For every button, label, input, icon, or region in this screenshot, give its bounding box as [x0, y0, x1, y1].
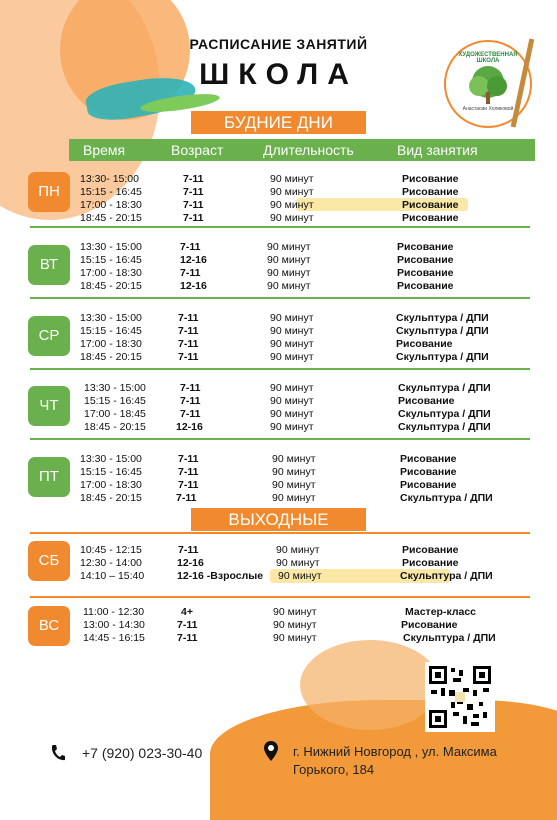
duration: 90 минут — [270, 338, 314, 350]
time: 18:45 - 20:15 — [80, 492, 142, 504]
lesson-type: Рисование — [397, 241, 454, 253]
lesson-type: Скульптура / ДПИ — [396, 351, 489, 363]
duration: 90 минут — [273, 606, 317, 618]
divider — [30, 532, 530, 534]
age: 7-11 — [180, 395, 201, 407]
time: 17:00 - 18:30 — [80, 199, 142, 211]
col-duration: Длительность — [263, 142, 354, 158]
address-line1: г. Нижний Новгород , ул. Максима — [293, 744, 497, 759]
lesson-type: Рисование — [397, 267, 454, 279]
duration: 90 минут — [270, 351, 314, 363]
divider — [30, 368, 530, 370]
duration: 90 минут — [270, 173, 314, 185]
age: 12-16 — [180, 280, 207, 292]
time: 17:00 - 18:30 — [80, 267, 142, 279]
lesson-type: Рисование — [397, 280, 454, 292]
age: 7-11 — [180, 241, 201, 253]
age: 12-16 — [177, 557, 204, 569]
lesson-type: Скульптура / ДПИ — [400, 492, 493, 504]
time: 17:00 - 18:30 — [80, 338, 142, 350]
weekdays-banner: БУДНИЕ ДНИ — [191, 111, 366, 134]
age: 7-11 — [180, 408, 201, 420]
time: 14:10 – 15:40 — [80, 570, 145, 582]
lesson-type: Рисование — [402, 544, 459, 556]
time: 11:00 - 12:30 — [83, 606, 145, 618]
lesson-type: Рисование — [402, 212, 459, 224]
lesson-type: Рисование — [400, 466, 457, 478]
age: 7-11 — [183, 173, 204, 185]
time: 18:45 - 20:15 — [80, 212, 142, 224]
duration: 90 минут — [273, 632, 317, 644]
time: 10:45 - 12:15 — [80, 544, 142, 556]
duration: 90 минут — [270, 395, 314, 407]
divider — [30, 297, 530, 299]
duration: 90 минут — [270, 408, 314, 420]
age: 7-11 — [177, 632, 198, 644]
lesson-type: Рисование — [396, 338, 453, 350]
day-badge-sun: ВС — [28, 606, 70, 646]
age: 4+ — [181, 606, 193, 618]
time: 17:00 - 18:45 — [84, 408, 146, 420]
age: 7-11 — [180, 382, 201, 394]
column-header-bar — [69, 139, 535, 161]
lesson-type: Скульптура / ДПИ — [398, 408, 491, 420]
qr-code — [425, 662, 495, 732]
address-line2: Горького, 184 — [293, 762, 375, 777]
time: 18:45 - 20:15 — [84, 421, 146, 433]
age: 12-16 — [180, 254, 207, 266]
age: 7-11 — [177, 619, 198, 631]
schedule-title: РАСПИСАНИЕ ЗАНЯТИЙ — [189, 36, 368, 52]
age: 7-11 — [178, 312, 199, 324]
duration: 90 минут — [276, 557, 320, 569]
duration: 90 минут — [278, 570, 322, 582]
logo-text-top: ХУДОЖЕСТВЕННАЯ ШКОЛА — [458, 52, 518, 64]
age: 7-11 — [178, 351, 199, 363]
time: 12:30 - 14:00 — [80, 557, 142, 569]
lesson-type: Скульптура / ДПИ — [396, 325, 489, 337]
day-badge-tue: ВТ — [28, 245, 70, 285]
divider — [30, 596, 530, 598]
time: 15:15 - 16:45 — [84, 395, 146, 407]
time: 13:30 - 15:00 — [84, 382, 146, 394]
time: 17:00 - 18:30 — [80, 479, 142, 491]
lesson-type: Скульптура / ДПИ — [400, 570, 493, 582]
time: 18:45 - 20:15 — [80, 351, 142, 363]
duration: 90 минут — [270, 212, 314, 224]
duration: 90 минут — [272, 466, 316, 478]
duration: 90 минут — [270, 312, 314, 324]
lesson-type: Скульптура / ДПИ — [398, 421, 491, 433]
duration: 90 минут — [272, 479, 316, 491]
time: 13:30 - 15:00 — [80, 241, 142, 253]
col-time: Время — [83, 142, 126, 158]
time: 15:15 - 16:45 — [80, 186, 142, 198]
location-pin-icon — [264, 741, 278, 761]
duration: 90 минут — [267, 254, 311, 266]
duration: 90 минут — [270, 421, 314, 433]
age: 7-11 — [180, 267, 201, 279]
lesson-type: Рисование — [398, 395, 455, 407]
day-badge-fri: ПТ — [28, 457, 70, 497]
duration: 90 минут — [272, 453, 316, 465]
time: 13:30 - 15:00 — [80, 453, 142, 465]
duration: 90 минут — [267, 280, 311, 292]
paint-splash-bottom2 — [300, 640, 440, 730]
duration: 90 минут — [267, 267, 311, 279]
school-title: ШКОЛА — [199, 58, 358, 91]
duration: 90 минут — [270, 199, 314, 211]
col-age: Возраст — [171, 142, 224, 158]
lesson-type: Скульптура / ДПИ — [396, 312, 489, 324]
lesson-type: Мастер-класс — [405, 606, 477, 618]
time: 18:45 - 20:15 — [80, 280, 142, 292]
age: 7-11 — [183, 212, 204, 224]
lesson-type: Рисование — [402, 557, 459, 569]
age: 7-11 — [178, 466, 199, 478]
time: 13:30 - 15:00 — [80, 312, 142, 324]
day-badge-mon: ПН — [28, 172, 70, 212]
day-badge-thu: ЧТ — [28, 386, 70, 426]
age: 7-11 — [183, 186, 204, 198]
lesson-type: Рисование — [400, 453, 457, 465]
divider — [30, 226, 530, 228]
time: 15:15 - 16:45 — [80, 466, 142, 478]
time: 15:15 - 16:45 — [80, 325, 142, 337]
lesson-type: Скульптура / ДПИ — [403, 632, 496, 644]
lesson-type: Скульптура / ДПИ — [398, 382, 491, 394]
time: 13:00 - 14:30 — [83, 619, 145, 631]
age: 7-11 — [178, 338, 199, 350]
duration: 90 минут — [273, 619, 317, 631]
time: 14:45 - 16:15 — [83, 632, 145, 644]
time: 13:30- 15:00 — [80, 173, 139, 185]
lesson-type: Рисование — [397, 254, 454, 266]
age: 12-16 -Взрослые — [177, 570, 264, 582]
lesson-type: Рисование — [402, 199, 459, 211]
phone-icon — [50, 744, 66, 762]
age: 7-11 — [183, 199, 204, 211]
time: 15:15 - 16:45 — [80, 254, 142, 266]
age: 12-16 — [176, 421, 203, 433]
logo-text-bottom: Анастасии Холиковой — [462, 106, 514, 112]
duration: 90 минут — [270, 325, 314, 337]
lesson-type: Рисование — [400, 479, 457, 491]
duration: 90 минут — [276, 544, 320, 556]
lesson-type: Рисование — [402, 173, 459, 185]
lesson-type: Рисование — [402, 186, 459, 198]
col-type: Вид занятия — [397, 142, 478, 158]
phone-number: +7 (920) 023-30-40 — [82, 745, 203, 761]
duration: 90 минут — [270, 186, 314, 198]
age: 7-11 — [178, 325, 199, 337]
weekend-banner: ВЫХОДНЫЕ — [191, 508, 366, 531]
age: 7-11 — [176, 492, 197, 504]
age: 7-11 — [178, 479, 199, 491]
age: 7-11 — [178, 544, 199, 556]
age: 7-11 — [178, 453, 199, 465]
duration: 90 минут — [270, 382, 314, 394]
duration: 90 минут — [267, 241, 311, 253]
lesson-type: Рисование — [401, 619, 458, 631]
day-badge-wed: СР — [28, 316, 70, 356]
duration: 90 минут — [272, 492, 316, 504]
divider — [30, 438, 530, 440]
day-badge-sat: СБ — [28, 541, 70, 581]
